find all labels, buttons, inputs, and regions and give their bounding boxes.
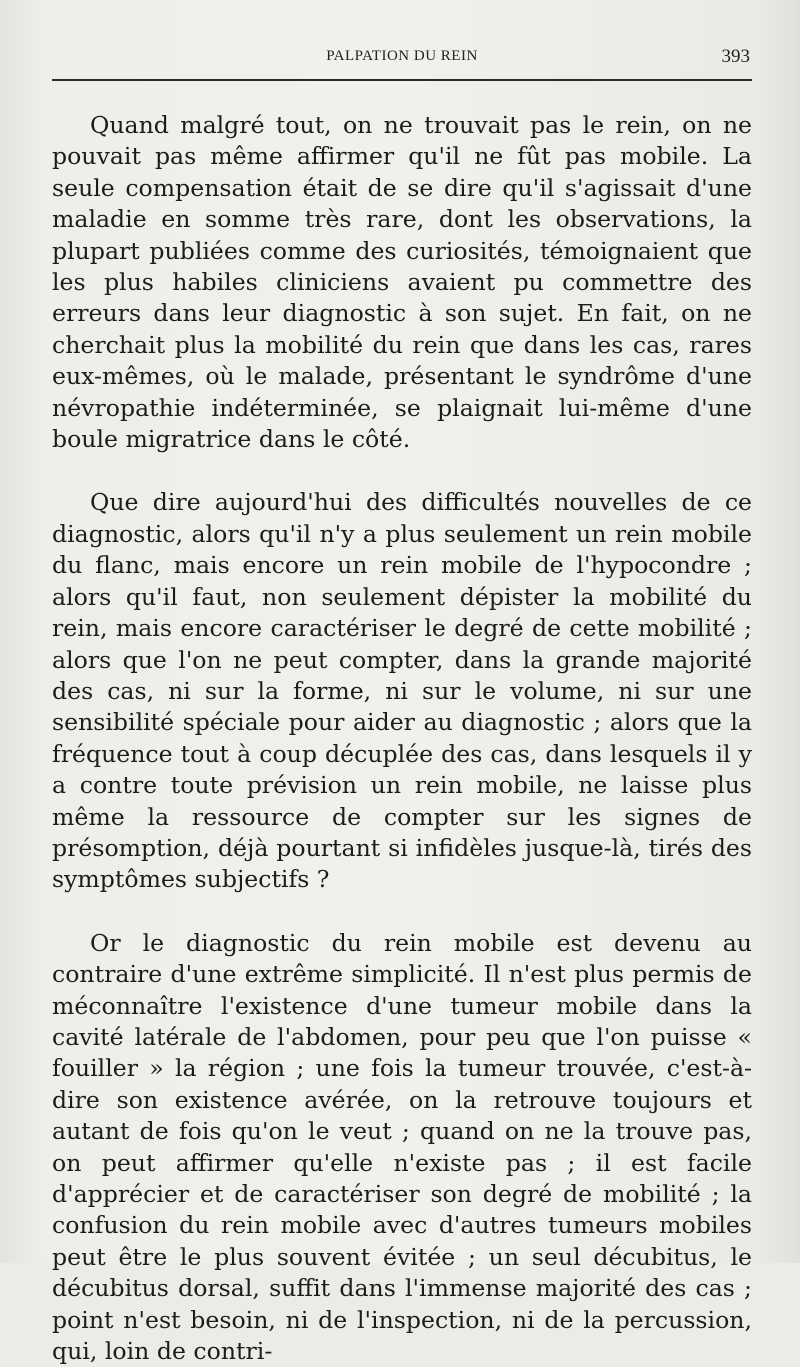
paragraph-1: Quand malgré tout, on ne trouvait pas le rein, on ne pouvait pas même affirmer qu'il ne fût pas mobile. La seule compensation était de se dire qu'il s'agissait d'une maladie en somme très rare, dont les observations, la plupart publiées comme des curiosités, témoignaient que les plus habiles cliniciens avaient pu commettre des erreurs dans leur diagnostic à son sujet. En fait, on ne cherchait plus la mobilité du rein que dans les cas, rares eux-mêmes, où le malade, présentant le syndrôme d'une névropathie indéterminée, se plaignait lui-même d'une boule migratrice dans le côté.	[52, 111, 752, 454]
paragraph-3: Or le diagnostic du rein mobile est devenu au contraire d'une extrême simplicité. Il n'est plus permis de méconnaître l'existence d'une tumeur mobile dans la cavité latérale de l'abdomen, pour peu que l'on puisse « fouiller » la région ; une fois la tumeur trouvée, c'est-à-dire son existence avérée, on la retrouve toujours et autant de fois qu'on le veut ; quand on ne la trouve pas, on peut affirmer qu'elle n'existe pas ; il est facile d'apprécier et de caractériser son degré de mobilité ; la confusion du rein mobile avec d'autres tumeurs mobiles peut être le plus souvent évitée ; un seul décubitus, le décubitus dorsal, suffit dans l'immense majorité des cas ; point n'est besoin, ni de l'inspection, ni de la percussion, qui, loin de contri-	[52, 928, 752, 1366]
page-header	[52, 44, 752, 80]
page-number: 393	[721, 46, 750, 67]
body-text	[52, 110, 752, 1367]
running-head: PALPATION DU REIN	[326, 48, 478, 64]
header-rule	[52, 79, 752, 81]
paragraph-2: Que dire aujourd'hui des difficultés nouvelles de ce diagnostic, alors qu'il n'y a plus seulement un rein mobile du flanc, mais encore un rein mobile de l'hypocondre ; alors qu'il faut, non seulement dépister la mobilité du rein, mais encore caractériser le degré de cette mobilité ; alors que l'on ne peut compter, dans la grande majorité des cas, ni sur la forme, ni sur le volume, ni sur une sensibilité spéciale pour aider au diagnostic ; alors que la fréquence tout à coup décuplée des cas, dans lesquels il y a contre toute prévision un rein mobile, ne laisse plus même la ressource de compter sur les signes de présomption, déjà pourtant si infidèles jusque-là, tirés des symptômes subjectifs ?	[52, 488, 752, 894]
